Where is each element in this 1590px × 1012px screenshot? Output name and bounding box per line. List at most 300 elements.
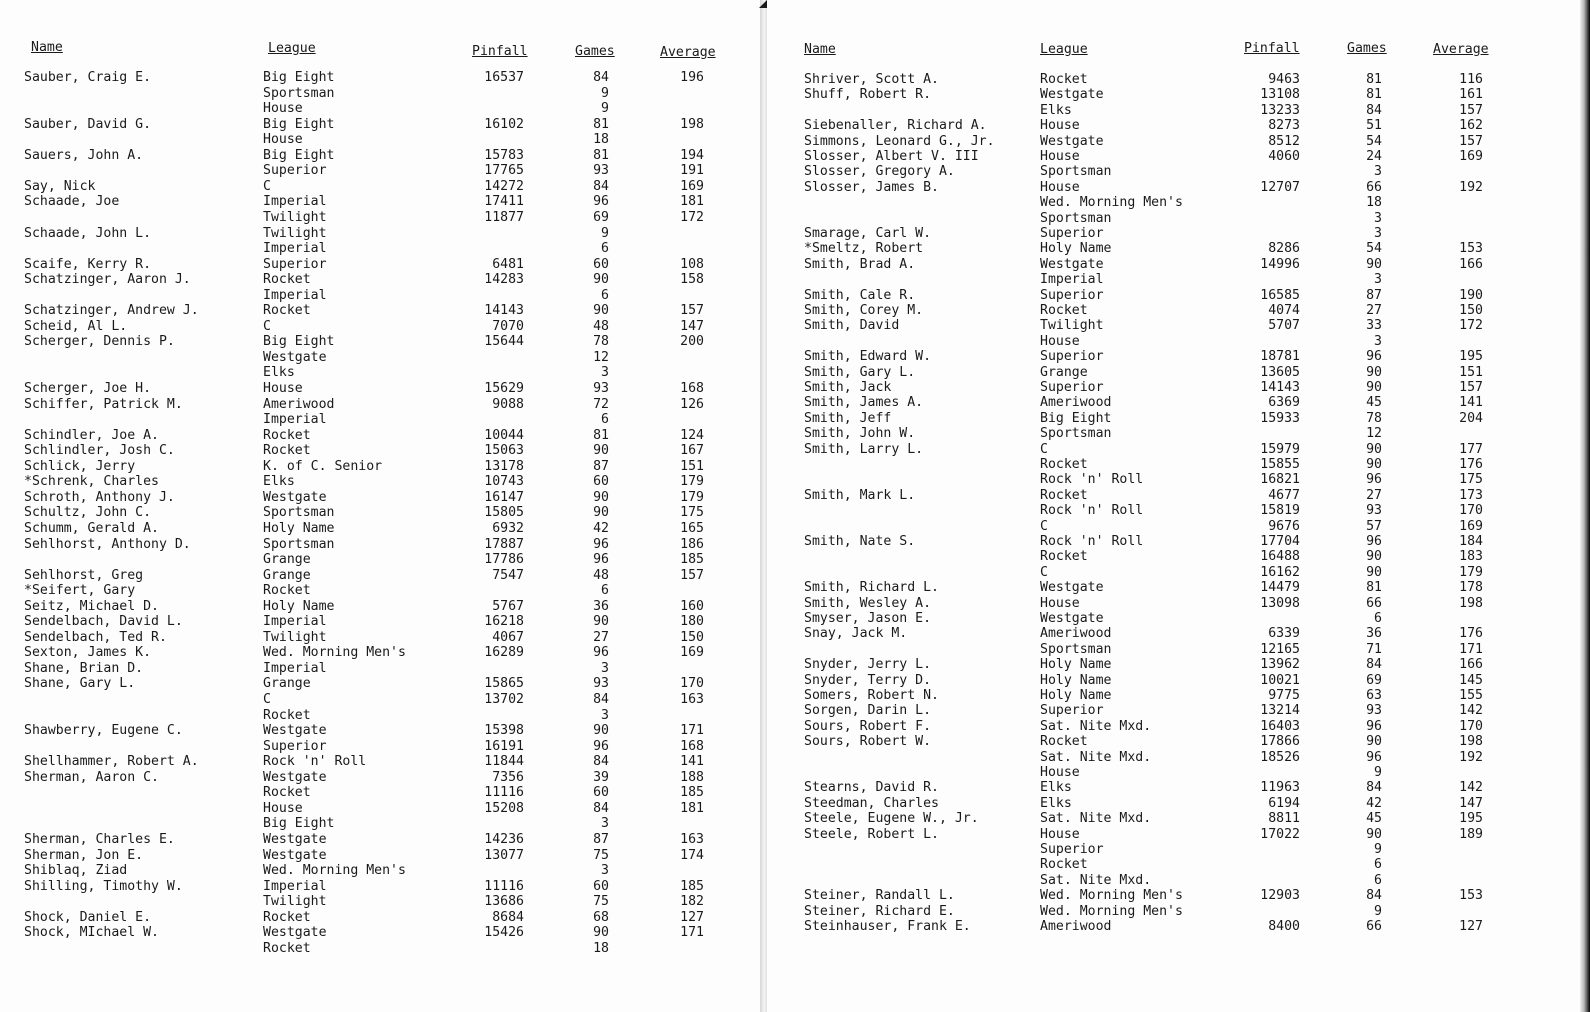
row-name: Sauber, Craig E. xyxy=(24,70,152,85)
row-league: Wed. Morning Men's xyxy=(263,863,406,879)
row-league: House xyxy=(263,132,303,148)
row-games: 45 xyxy=(1366,811,1382,827)
row-league: Rock 'n' Roll xyxy=(1040,503,1144,519)
row-pinfall: 13605 xyxy=(1260,364,1300,380)
row-average: 177 xyxy=(1459,441,1483,457)
row-pinfall: 15644 xyxy=(484,334,524,350)
row-name: Smith, Mark L. xyxy=(804,487,916,503)
row-league: Wed. Morning Men's xyxy=(1040,888,1183,904)
row-name: Shane, Gary L. xyxy=(24,676,136,692)
row-league: House xyxy=(1040,765,1080,780)
row-games: 6 xyxy=(601,583,609,599)
row-average: 169 xyxy=(1459,149,1483,164)
row-league: Rock 'n' Roll xyxy=(1040,472,1144,488)
row-average: 196 xyxy=(680,70,704,85)
row-league: House xyxy=(1040,149,1080,164)
row-games: 18 xyxy=(593,940,609,956)
row-games: 27 xyxy=(593,629,609,645)
row-games: 3 xyxy=(1374,210,1382,226)
row-average: 142 xyxy=(1459,703,1483,719)
row-average: 198 xyxy=(1459,734,1483,750)
row-games: 84 xyxy=(1366,888,1382,904)
row-name: Schlindler, Josh C. xyxy=(24,443,175,459)
row-name: Simmons, Leonard G., Jr. xyxy=(804,133,995,149)
row-pinfall: 11963 xyxy=(1260,780,1300,796)
row-league: Westgate xyxy=(263,925,327,941)
row-games: 39 xyxy=(593,769,609,785)
row-name: Schiffer, Patrick M. xyxy=(24,396,183,412)
row-average: 173 xyxy=(1459,487,1483,503)
row-pinfall: 13962 xyxy=(1260,657,1300,673)
row-name: Steinhauser, Frank E. xyxy=(804,919,971,934)
row-average: 185 xyxy=(680,785,704,801)
row-league: Imperial xyxy=(263,412,327,428)
row-league: Superior xyxy=(1040,349,1104,365)
row-name: Schumm, Gerald A. xyxy=(24,520,159,536)
row-name: Stearns, David R. xyxy=(804,780,939,796)
header-name: Name xyxy=(804,42,836,57)
row-average: 108 xyxy=(680,256,704,272)
row-average: 170 xyxy=(1459,503,1483,519)
row-average: 171 xyxy=(1459,641,1483,657)
row-games: 3 xyxy=(1374,333,1382,349)
row-name: Smith, Richard L. xyxy=(804,580,939,596)
row-games: 90 xyxy=(593,303,609,319)
row-average: 182 xyxy=(680,894,704,910)
row-name: Shawberry, Eugene C. xyxy=(24,723,183,739)
row-games: 93 xyxy=(593,163,609,179)
row-average: 183 xyxy=(1459,549,1483,565)
row-pinfall: 7547 xyxy=(492,567,524,583)
row-league: Sportsman xyxy=(263,536,335,552)
row-games: 90 xyxy=(1366,564,1382,580)
row-average: 141 xyxy=(1459,395,1483,411)
row-games: 6 xyxy=(601,412,609,428)
row-name: Slosser, Albert V. III xyxy=(804,149,979,164)
row-league: Westgate xyxy=(1040,611,1104,626)
row-games: 68 xyxy=(593,909,609,925)
row-league: Superior xyxy=(1040,287,1104,303)
row-average: 185 xyxy=(680,878,704,894)
row-games: 90 xyxy=(1366,549,1382,565)
row-average: 200 xyxy=(680,334,704,350)
row-average: 126 xyxy=(680,396,704,412)
row-pinfall: 15855 xyxy=(1260,457,1300,472)
row-name: Smith, Cale R. xyxy=(804,287,916,303)
row-pinfall: 17887 xyxy=(484,536,524,552)
row-name: Scherger, Joe H. xyxy=(24,381,152,396)
row-games: 27 xyxy=(1366,487,1382,503)
row-league: Imperial xyxy=(1040,272,1104,288)
row-games: 60 xyxy=(593,785,609,801)
row-pinfall: 15783 xyxy=(484,147,524,163)
row-name: Smith, Larry L. xyxy=(804,441,924,457)
row-league: Wed. Morning Men's xyxy=(1040,903,1183,919)
header-league: League xyxy=(268,41,316,56)
row-average: 116 xyxy=(1459,72,1483,87)
row-name: Siebenaller, Richard A. xyxy=(804,118,987,134)
row-name: Sorgen, Darin L. xyxy=(804,703,932,719)
row-name: Smith, Brad A. xyxy=(804,256,916,272)
row-games: 18 xyxy=(1366,195,1382,211)
row-pinfall: 9775 xyxy=(1268,688,1300,703)
row-pinfall: 8400 xyxy=(1268,919,1300,934)
row-name: *Schrenk, Charles xyxy=(24,474,159,490)
row-pinfall: 6369 xyxy=(1268,395,1300,411)
row-average: 127 xyxy=(680,909,704,925)
row-league: Rock 'n' Roll xyxy=(1040,534,1144,549)
row-league: Holy Name xyxy=(263,598,335,614)
row-pinfall: 4067 xyxy=(492,629,524,645)
row-games: 90 xyxy=(1366,734,1382,750)
row-games: 9 xyxy=(601,101,609,117)
row-games: 84 xyxy=(593,800,609,816)
row-league: Twilight xyxy=(263,894,327,910)
header-name: Name xyxy=(31,40,63,55)
row-games: 66 xyxy=(1366,595,1382,611)
row-pinfall: 10044 xyxy=(484,427,524,443)
row-pinfall: 6194 xyxy=(1268,795,1300,811)
row-league: C xyxy=(263,178,271,194)
row-league: House xyxy=(263,381,303,396)
row-pinfall: 11116 xyxy=(484,878,524,894)
row-average: 153 xyxy=(1459,888,1483,904)
row-games: 84 xyxy=(1366,657,1382,673)
row-average: 174 xyxy=(680,847,704,863)
row-name: Smith, James A. xyxy=(804,395,924,411)
row-games: 3 xyxy=(601,365,609,381)
row-pinfall: 15398 xyxy=(484,723,524,739)
row-name: Sours, Robert W. xyxy=(804,734,932,750)
row-name: Snyder, Jerry L. xyxy=(804,657,932,673)
row-name: Schlick, Jerry xyxy=(24,458,136,474)
row-name: Smith, Nate S. xyxy=(804,534,916,549)
row-average: 179 xyxy=(680,474,704,490)
row-league: Big Eight xyxy=(263,816,335,832)
row-games: 96 xyxy=(593,552,609,568)
row-average: 194 xyxy=(680,147,704,163)
row-league: Rocket xyxy=(1040,734,1088,750)
row-average: 151 xyxy=(680,458,704,474)
row-average: 171 xyxy=(680,925,704,941)
row-games: 93 xyxy=(593,381,609,396)
row-average: 172 xyxy=(680,209,704,225)
row-league: Superior xyxy=(1040,380,1104,395)
row-games: 81 xyxy=(1366,87,1382,103)
row-average: 150 xyxy=(1459,303,1483,318)
row-games: 48 xyxy=(593,318,609,334)
row-games: 96 xyxy=(593,536,609,552)
row-league: Superior xyxy=(1040,842,1104,857)
row-pinfall: 14272 xyxy=(484,178,524,194)
row-league: House xyxy=(1040,118,1080,134)
row-name: Smith, Jack xyxy=(804,380,892,395)
row-league: Imperial xyxy=(263,614,327,630)
row-games: 42 xyxy=(1366,795,1382,811)
row-league: K. of C. Senior xyxy=(263,458,383,474)
row-games: 75 xyxy=(593,894,609,910)
row-name: Shane, Brian D. xyxy=(24,660,144,676)
row-games: 45 xyxy=(1366,395,1382,411)
row-league: Superior xyxy=(263,256,327,272)
row-pinfall: 14236 xyxy=(484,831,524,847)
row-name: Steele, Robert L. xyxy=(804,826,939,842)
row-league: Sportsman xyxy=(1040,641,1112,657)
row-name: Smyser, Jason E. xyxy=(804,611,932,626)
row-league: C xyxy=(1040,518,1048,534)
row-league: Sportsman xyxy=(1040,210,1112,226)
header-average: Average xyxy=(660,45,716,60)
row-games: 90 xyxy=(1366,457,1382,472)
row-name: Sherman, Aaron C. xyxy=(24,769,159,785)
row-league: Rocket xyxy=(263,785,311,801)
row-games: 3 xyxy=(1374,226,1382,241)
row-average: 166 xyxy=(1459,256,1483,272)
row-games: 36 xyxy=(593,598,609,614)
row-name: Sours, Robert F. xyxy=(804,718,932,734)
row-average: 157 xyxy=(680,303,704,319)
row-name: Schatzinger, Andrew J. xyxy=(24,303,199,319)
row-pinfall: 16488 xyxy=(1260,549,1300,565)
row-average: 145 xyxy=(1459,672,1483,688)
row-pinfall: 13108 xyxy=(1260,87,1300,103)
row-pinfall: 9463 xyxy=(1268,72,1300,87)
row-games: 66 xyxy=(1366,919,1382,934)
row-games: 93 xyxy=(1366,503,1382,519)
row-league: Imperial xyxy=(263,287,327,303)
row-name: Schaade, John L. xyxy=(24,225,152,241)
row-average: 157 xyxy=(1459,102,1483,118)
row-league: Westgate xyxy=(263,723,327,739)
row-league: Grange xyxy=(263,567,311,583)
row-league: Ameriwood xyxy=(1040,919,1112,934)
row-league: C xyxy=(1040,441,1048,457)
row-league: Sat. Nite Mxd. xyxy=(1040,811,1152,827)
row-games: 72 xyxy=(593,396,609,412)
row-average: 165 xyxy=(680,520,704,536)
row-league: Westgate xyxy=(1040,256,1104,272)
row-name: Snay, Jack M. xyxy=(804,626,908,642)
row-pinfall: 10021 xyxy=(1260,672,1300,688)
row-league: Sat. Nite Mxd. xyxy=(1040,718,1152,734)
row-pinfall: 16821 xyxy=(1260,472,1300,488)
row-games: 90 xyxy=(593,925,609,941)
row-name: Sauers, John A. xyxy=(24,147,144,163)
row-name: Smith, David xyxy=(804,318,900,334)
row-league: Elks xyxy=(263,365,295,381)
row-league: Westgate xyxy=(263,769,327,785)
row-pinfall: 17022 xyxy=(1260,826,1300,842)
row-games: 87 xyxy=(593,831,609,847)
row-name: Schultz, John C. xyxy=(24,505,152,521)
row-average: 169 xyxy=(680,645,704,661)
row-name: Seitz, Michael D. xyxy=(24,598,159,614)
row-pinfall: 4060 xyxy=(1268,149,1300,164)
row-games: 84 xyxy=(593,70,609,85)
row-average: 179 xyxy=(1459,564,1483,580)
row-average: 160 xyxy=(680,598,704,614)
row-games: 3 xyxy=(1374,164,1382,180)
row-name: Sherman, Jon E. xyxy=(24,847,144,863)
row-average: 195 xyxy=(1459,811,1483,827)
page-gutter xyxy=(760,0,767,1012)
row-games: 42 xyxy=(593,520,609,536)
row-games: 9 xyxy=(1374,765,1382,780)
row-average: 195 xyxy=(1459,349,1483,365)
row-name: Smith, Gary L. xyxy=(804,364,916,380)
left-page xyxy=(0,0,763,1012)
row-average: 198 xyxy=(1459,595,1483,611)
row-games: 84 xyxy=(1366,780,1382,796)
row-pinfall: 7070 xyxy=(492,318,524,334)
row-games: 90 xyxy=(1366,256,1382,272)
row-average: 181 xyxy=(680,800,704,816)
row-pinfall: 14143 xyxy=(484,303,524,319)
row-pinfall: 15819 xyxy=(1260,503,1300,519)
row-pinfall: 4677 xyxy=(1268,487,1300,503)
row-league: Rock 'n' Roll xyxy=(263,754,367,770)
row-league: Rocket xyxy=(1040,72,1088,87)
row-league: Westgate xyxy=(263,489,327,505)
row-games: 12 xyxy=(593,349,609,365)
row-league: Ameriwood xyxy=(1040,626,1112,642)
row-pinfall: 11877 xyxy=(484,209,524,225)
row-average: 184 xyxy=(1459,534,1483,549)
row-league: Elks xyxy=(1040,780,1072,796)
row-league: Rocket xyxy=(263,427,311,443)
row-games: 18 xyxy=(593,132,609,148)
row-league: Westgate xyxy=(1040,87,1104,103)
row-games: 87 xyxy=(593,458,609,474)
row-league: Holy Name xyxy=(1040,241,1112,257)
row-name: Slosser, James B. xyxy=(804,179,939,195)
row-pinfall: 15629 xyxy=(484,381,524,396)
row-average: 186 xyxy=(680,536,704,552)
row-games: 3 xyxy=(601,707,609,723)
row-games: 78 xyxy=(593,334,609,350)
row-pinfall: 18526 xyxy=(1260,749,1300,765)
row-league: Twilight xyxy=(263,225,327,241)
row-league: Grange xyxy=(1040,364,1088,380)
row-games: 60 xyxy=(593,474,609,490)
row-league: Superior xyxy=(263,738,327,754)
row-games: 63 xyxy=(1366,688,1382,703)
row-league: Twilight xyxy=(1040,318,1104,334)
row-games: 66 xyxy=(1366,179,1382,195)
row-pinfall: 13214 xyxy=(1260,703,1300,719)
row-league: House xyxy=(1040,826,1080,842)
row-pinfall: 16218 xyxy=(484,614,524,630)
row-average: 178 xyxy=(1459,580,1483,596)
row-name: Smith, John W. xyxy=(804,426,916,442)
row-pinfall: 16162 xyxy=(1260,564,1300,580)
row-pinfall: 16537 xyxy=(484,70,524,85)
row-league: Holy Name xyxy=(1040,657,1112,673)
row-name: Sauber, David G. xyxy=(24,116,152,132)
row-league: Sportsman xyxy=(263,85,335,101)
row-name: Say, Nick xyxy=(24,178,96,194)
row-average: 170 xyxy=(680,676,704,692)
row-league: Rocket xyxy=(263,940,311,956)
row-games: 90 xyxy=(593,443,609,459)
row-games: 9 xyxy=(601,85,609,101)
row-league: Superior xyxy=(1040,703,1104,719)
row-name: Sehlhorst, Anthony D. xyxy=(24,536,191,552)
row-games: 9 xyxy=(601,225,609,241)
row-pinfall: 17704 xyxy=(1260,534,1300,549)
header-league: League xyxy=(1040,42,1088,57)
row-league: Westgate xyxy=(263,831,327,847)
row-average: 191 xyxy=(680,163,704,179)
row-games: 90 xyxy=(593,723,609,739)
row-games: 81 xyxy=(593,427,609,443)
row-games: 9 xyxy=(1374,903,1382,919)
row-games: 96 xyxy=(1366,534,1382,549)
row-average: 157 xyxy=(680,567,704,583)
row-name: Schatzinger, Aaron J. xyxy=(24,272,191,288)
row-average: 189 xyxy=(1459,826,1483,842)
header-average: Average xyxy=(1433,42,1489,57)
row-average: 157 xyxy=(1459,380,1483,395)
row-pinfall: 16403 xyxy=(1260,718,1300,734)
row-name: Shock, Daniel E. xyxy=(24,909,152,925)
page-edge xyxy=(1580,0,1590,1012)
right-page xyxy=(767,0,1590,1012)
row-games: 78 xyxy=(1366,410,1382,426)
header-games: Games xyxy=(575,44,615,59)
row-average: 179 xyxy=(680,489,704,505)
header-games: Games xyxy=(1347,41,1387,56)
row-average: 181 xyxy=(680,194,704,210)
row-name: Steiner, Randall L. xyxy=(804,888,955,904)
row-league: Elks xyxy=(1040,795,1072,811)
row-league: Rocket xyxy=(263,272,311,288)
row-league: C xyxy=(263,692,271,707)
row-average: 158 xyxy=(680,272,704,288)
row-games: 81 xyxy=(1366,580,1382,596)
row-league: Westgate xyxy=(263,349,327,365)
row-games: 71 xyxy=(1366,641,1382,657)
row-games: 48 xyxy=(593,567,609,583)
row-league: Westgate xyxy=(1040,580,1104,596)
row-name: Shock, MIchael W. xyxy=(24,925,159,941)
row-average: 166 xyxy=(1459,657,1483,673)
row-pinfall: 6932 xyxy=(492,520,524,536)
row-games: 90 xyxy=(593,489,609,505)
row-average: 192 xyxy=(1459,749,1483,765)
row-games: 90 xyxy=(1366,826,1382,842)
row-pinfall: 8512 xyxy=(1268,133,1300,149)
row-league: Superior xyxy=(1040,226,1104,241)
row-league: House xyxy=(1040,179,1080,195)
row-league: Westgate xyxy=(263,847,327,863)
row-games: 81 xyxy=(593,147,609,163)
row-games: 33 xyxy=(1366,318,1382,334)
row-games: 12 xyxy=(1366,426,1382,442)
row-average: 175 xyxy=(1459,472,1483,488)
row-league: House xyxy=(1040,333,1080,349)
row-games: 3 xyxy=(601,863,609,879)
row-league: House xyxy=(263,101,303,117)
row-average: 141 xyxy=(680,754,704,770)
row-league: Sat. Nite Mxd. xyxy=(1040,749,1152,765)
row-games: 90 xyxy=(1366,380,1382,395)
row-league: House xyxy=(263,800,303,816)
row-pinfall: 14283 xyxy=(484,272,524,288)
row-games: 90 xyxy=(593,505,609,521)
row-pinfall: 15865 xyxy=(484,676,524,692)
row-name: Shellhammer, Robert A. xyxy=(24,754,199,770)
